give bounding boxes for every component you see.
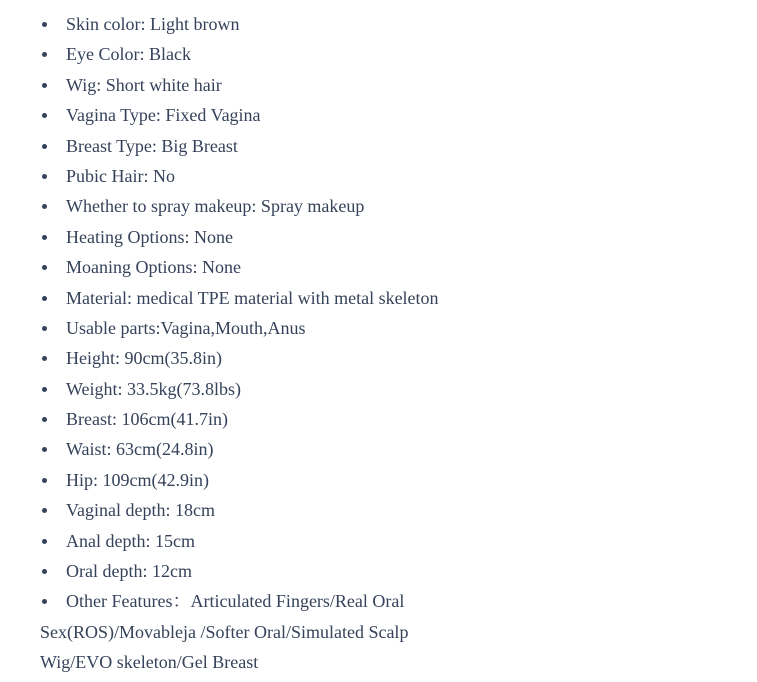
spec-vaginal-depth xyxy=(40,495,740,525)
spec-text: Height: 90cm(35.8in) xyxy=(66,348,222,369)
spec-waist xyxy=(40,434,740,464)
spec-text: Breast Type: Big Breast xyxy=(66,135,238,156)
spec-weight xyxy=(40,374,740,404)
spec-text: Material: medical TPE material with metal skeleton xyxy=(66,287,439,308)
spec-text: Usable parts:Vagina,Mouth,Anus xyxy=(66,317,306,338)
spec-material xyxy=(40,283,740,313)
spec-other-features xyxy=(40,586,740,677)
bullet-icon xyxy=(42,52,47,57)
spec-text: Whether to spray makeup: Spray makeup xyxy=(66,196,365,217)
bullet-icon xyxy=(42,22,47,27)
bullet-icon xyxy=(42,539,47,544)
bullet-icon xyxy=(42,265,47,270)
spec-vagina-type xyxy=(40,100,740,130)
bullet-icon xyxy=(42,447,47,452)
spec-anal-depth xyxy=(40,526,740,556)
spec-height xyxy=(40,343,740,373)
bullet-icon xyxy=(42,387,47,392)
bullet-icon xyxy=(42,569,47,574)
spec-text: Wig: Short white hair xyxy=(66,74,222,95)
bullet-icon xyxy=(42,204,47,209)
spec-text: Moaning Options: None xyxy=(66,257,241,278)
spec-text: Hip: 109cm(42.9in) xyxy=(66,469,209,490)
spec-skin-color xyxy=(40,9,740,39)
spec-moaning-options xyxy=(40,252,740,282)
spec-pubic-hair xyxy=(40,161,740,191)
other-features-line-1: Other Features：Articulated Fingers/Real Oral xyxy=(66,591,405,612)
spec-oral-depth xyxy=(40,556,740,586)
spec-text: Weight: 33.5kg(73.8lbs) xyxy=(66,378,242,399)
spec-usable-parts xyxy=(40,313,740,343)
spec-breast-type xyxy=(40,131,740,161)
spec-text: Skin color: Light brown xyxy=(66,14,240,34)
spec-text: Waist: 63cm(24.8in) xyxy=(66,439,214,460)
bullet-icon xyxy=(42,296,47,301)
bullet-icon xyxy=(42,83,47,88)
spec-hip xyxy=(40,465,740,495)
bullet-icon xyxy=(42,356,47,361)
spec-breast xyxy=(40,404,740,434)
spec-text: Pubic Hair: No xyxy=(66,165,175,186)
spec-text: Vaginal depth: 18cm xyxy=(66,500,215,521)
spec-wig xyxy=(40,70,740,100)
bullet-icon xyxy=(42,508,47,513)
spec-text: Anal depth: 15cm xyxy=(66,530,195,551)
bullet-icon xyxy=(42,144,47,149)
spec-text: Oral depth: 12cm xyxy=(66,561,192,582)
bullet-icon xyxy=(42,599,47,604)
spec-text: Eye Color: Black xyxy=(66,44,191,65)
bullet-icon xyxy=(42,235,47,240)
bullet-icon xyxy=(42,417,47,422)
bullet-icon xyxy=(42,478,47,483)
spec-spray-makeup xyxy=(40,191,740,221)
bullet-icon xyxy=(42,326,47,331)
other-features-line-2: Sex(ROS)/Movableja /Softer Oral/Simulated Scalp xyxy=(40,621,409,642)
spec-text: Vagina Type: Fixed Vagina xyxy=(66,105,261,126)
other-features-line-3: Wig/EVO skeleton/Gel Breast xyxy=(40,652,259,673)
spec-text: Heating Options: None xyxy=(66,226,233,247)
spec-eye-color xyxy=(40,39,740,69)
bullet-icon xyxy=(42,174,47,179)
spec-list xyxy=(40,9,740,678)
bullet-icon xyxy=(42,113,47,118)
spec-text: Breast: 106cm(41.7in) xyxy=(66,409,228,430)
spec-heating-options xyxy=(40,222,740,252)
